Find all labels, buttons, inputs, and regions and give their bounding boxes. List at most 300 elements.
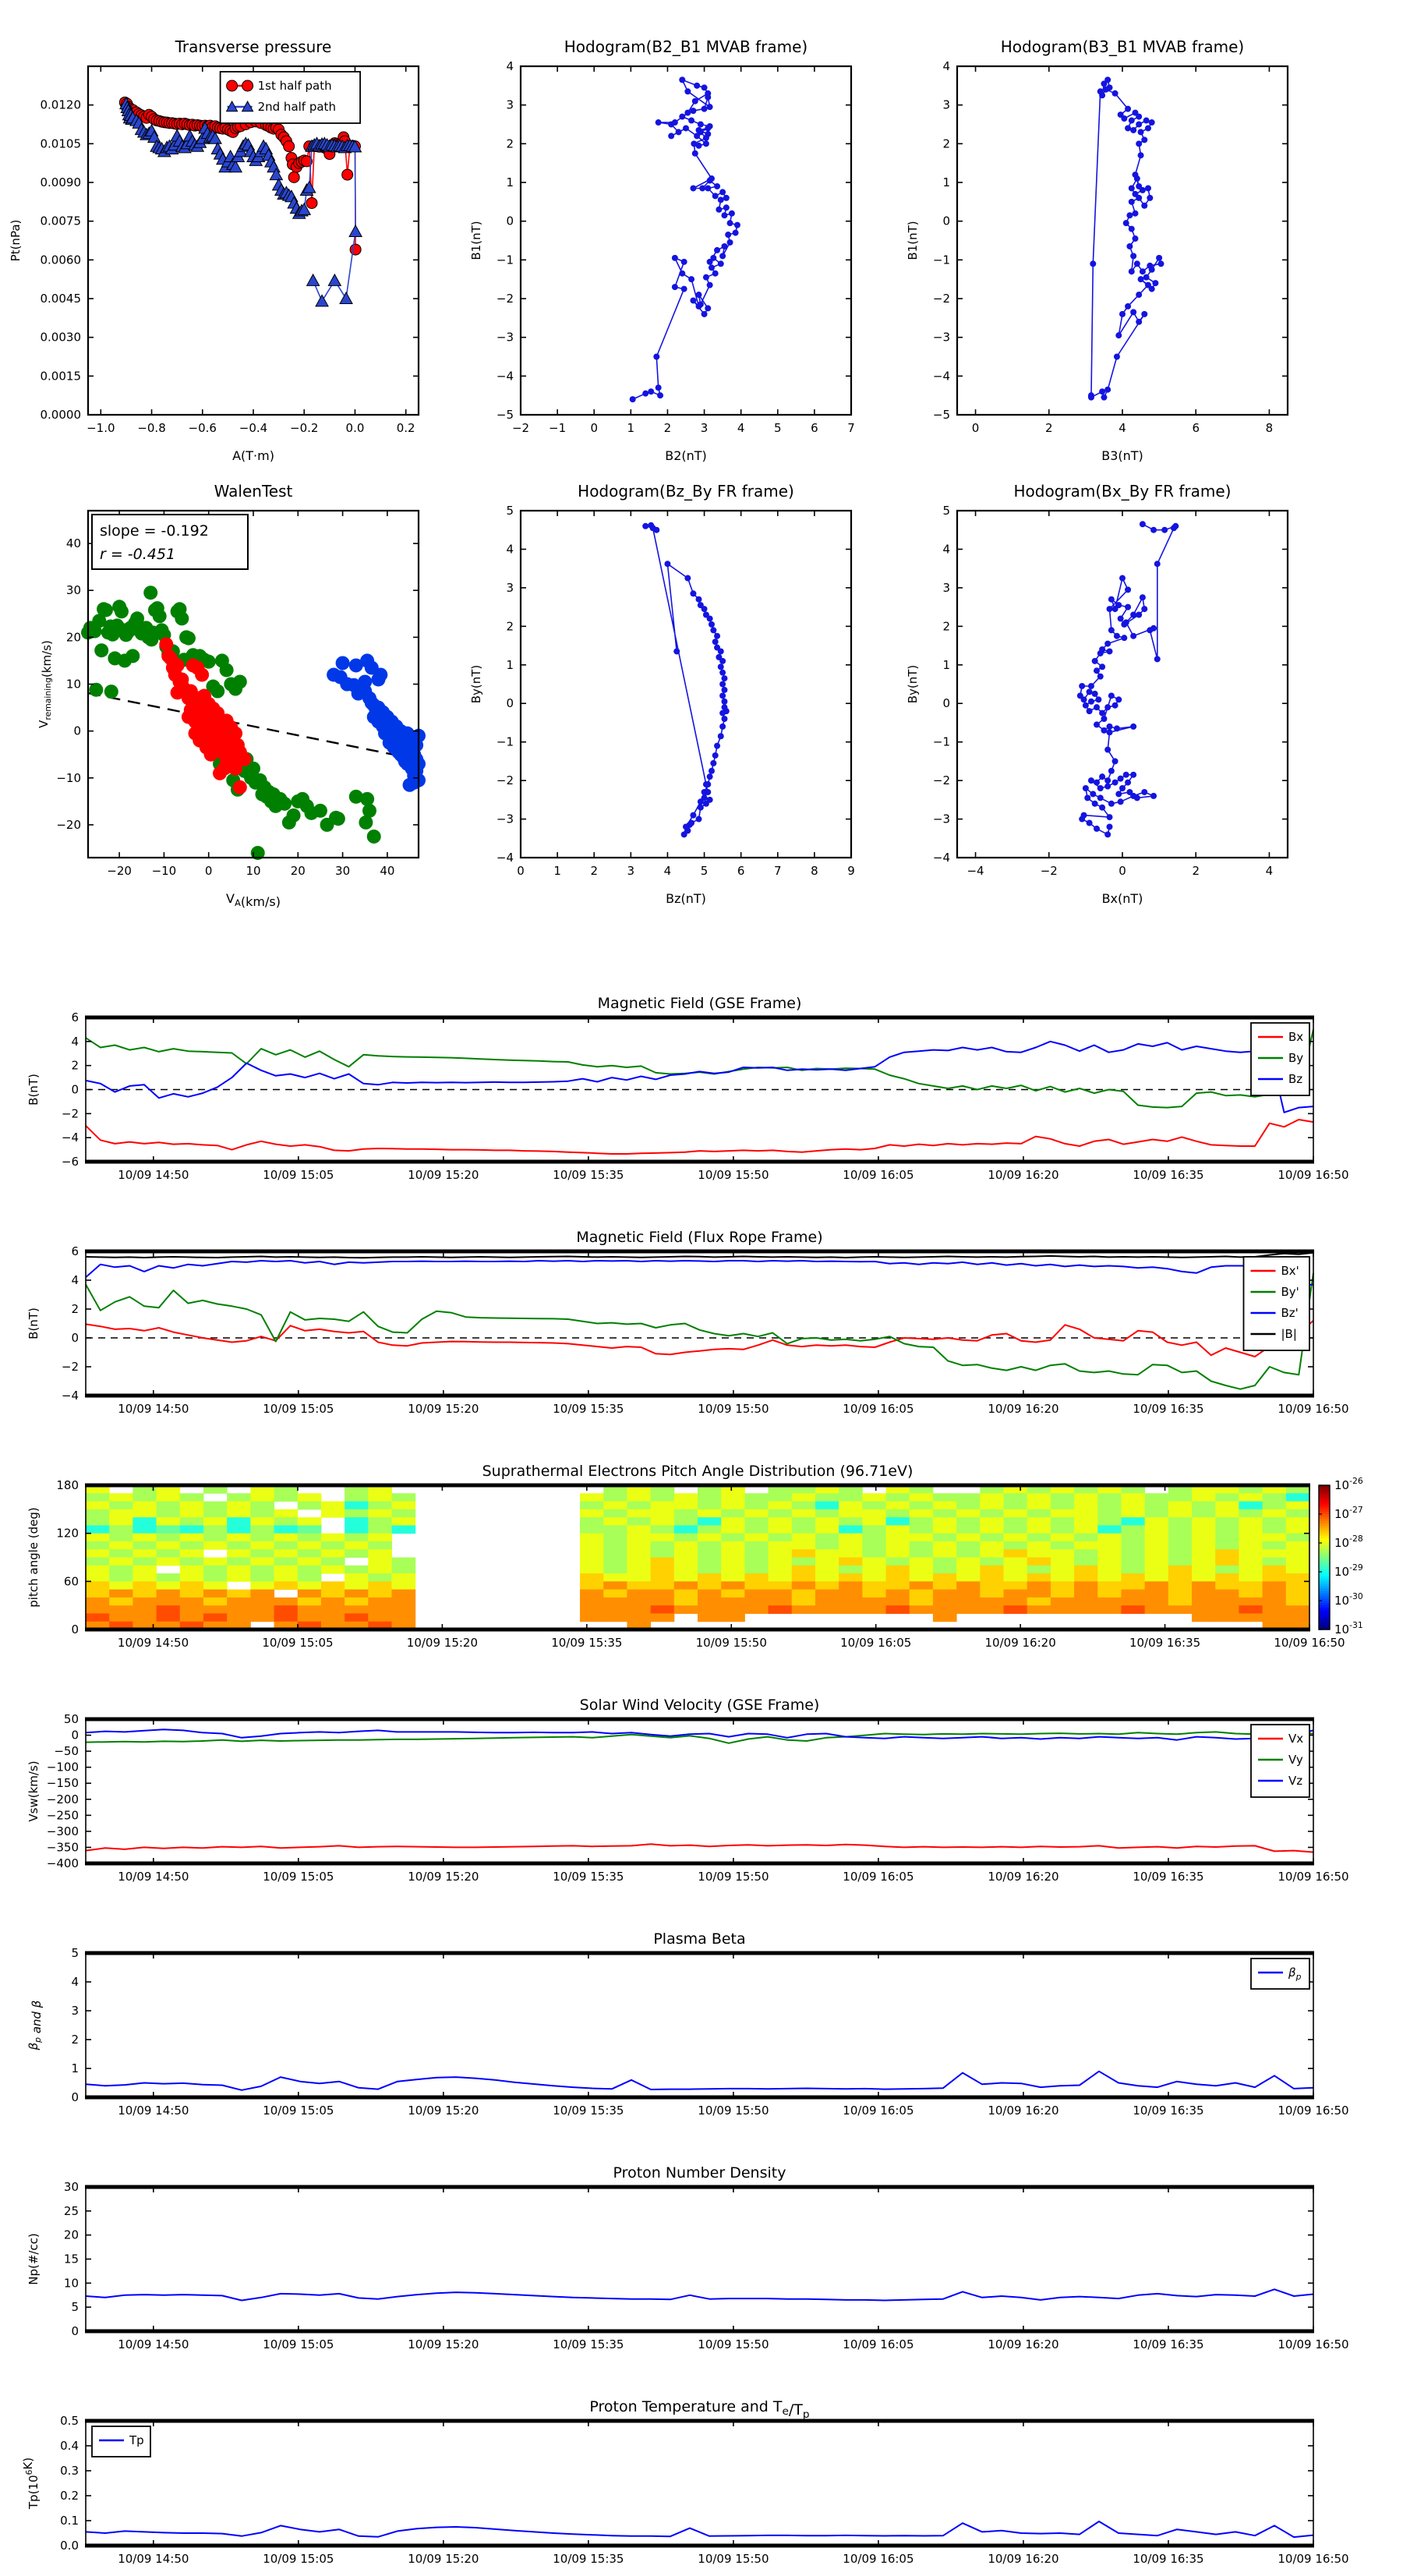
data-marker xyxy=(1112,606,1119,612)
x-tick-label: 2 xyxy=(1192,864,1200,878)
data-marker xyxy=(316,295,328,306)
data-marker xyxy=(705,781,711,787)
data-marker xyxy=(705,185,711,191)
x-tick-label: 0 xyxy=(204,864,213,878)
data-marker xyxy=(1097,785,1104,791)
x-tick-label: 10/09 15:05 xyxy=(263,1168,334,1182)
data-marker xyxy=(681,259,687,265)
y-tick-label: 0 xyxy=(71,1331,79,1345)
data-marker xyxy=(1143,118,1150,124)
legend xyxy=(221,72,361,123)
panel-mag-gse xyxy=(27,995,1349,1182)
data-marker xyxy=(657,392,663,398)
data-marker xyxy=(714,633,720,639)
y-tick-label: 0.3 xyxy=(60,2464,79,2478)
data-marker xyxy=(1145,125,1151,131)
panel-transverse-pressure xyxy=(9,37,419,463)
x-tick-label: 10/09 16:35 xyxy=(1133,2552,1204,2566)
data-marker xyxy=(727,239,733,246)
data-marker xyxy=(340,292,352,304)
x-tick-label: 10/09 16:20 xyxy=(988,1402,1059,1416)
data-marker xyxy=(650,525,656,531)
chart-title: Hodogram(Bx_By FR frame) xyxy=(1013,482,1232,501)
panel-tp xyxy=(21,2398,1349,2566)
data-marker xyxy=(1114,633,1120,639)
y-tick-label: 4 xyxy=(506,542,514,557)
data-marker xyxy=(707,104,713,110)
x-tick-label: 10/09 15:50 xyxy=(698,1168,769,1182)
legend xyxy=(1251,1023,1309,1095)
y-tick-label: −4 xyxy=(932,851,950,865)
data-marker xyxy=(712,193,719,199)
data-marker xyxy=(684,110,691,116)
y-tick-label: 1 xyxy=(942,175,950,189)
x-tick-label: 4 xyxy=(1265,864,1274,878)
data-marker xyxy=(171,658,185,672)
y-tick-label: −1 xyxy=(496,734,514,749)
data-marker xyxy=(690,812,696,819)
data-marker xyxy=(1125,106,1131,112)
data-marker xyxy=(721,212,727,218)
x-tick-label: 8 xyxy=(1265,421,1274,435)
data-marker xyxy=(1095,696,1101,702)
data-marker xyxy=(719,189,726,195)
x-tick-label: −2 xyxy=(511,421,530,435)
y-tick-label: 30 xyxy=(63,2180,79,2194)
y-axis-label: By(nT) xyxy=(906,664,920,704)
x-axis-label: A(T·m) xyxy=(232,448,274,463)
data-marker xyxy=(668,122,674,128)
data-marker xyxy=(712,752,719,759)
data-marker xyxy=(699,185,705,191)
data-marker xyxy=(723,204,730,211)
data-marker xyxy=(367,830,381,844)
data-marker xyxy=(175,611,189,625)
x-tick-label: −4 xyxy=(967,864,984,878)
y-tick-label: 0.0 xyxy=(60,2539,79,2553)
x-tick-label: 10/09 16:05 xyxy=(843,1168,914,1182)
y-axis-label: B1(nT) xyxy=(469,221,483,260)
y-tick-label: 2 xyxy=(942,619,950,634)
data-marker xyxy=(1118,111,1124,118)
data-marker xyxy=(1145,185,1151,191)
data-marker xyxy=(630,396,636,402)
data-marker xyxy=(719,670,726,676)
y-tick-label: 3 xyxy=(942,97,950,112)
data-marker xyxy=(153,609,167,623)
y-tick-label: 0.1 xyxy=(60,2514,79,2528)
data-marker xyxy=(642,391,648,397)
x-tick-label: 1 xyxy=(627,421,635,435)
data-marker xyxy=(714,645,720,651)
data-marker xyxy=(287,809,301,823)
chart-title: Plasma Beta xyxy=(653,1930,746,1948)
y-tick-label: 4 xyxy=(71,1975,79,1989)
data-marker xyxy=(698,805,704,811)
x-tick-label: −1 xyxy=(549,421,567,435)
x-tick-label: 10/09 16:50 xyxy=(1278,1168,1349,1182)
y-tick-label: 3 xyxy=(942,580,950,595)
data-marker xyxy=(1101,395,1107,401)
data-marker xyxy=(1088,683,1094,689)
legend xyxy=(1244,1257,1310,1350)
data-marker xyxy=(703,274,709,281)
y-tick-label: −200 xyxy=(46,1792,79,1806)
data-marker xyxy=(702,106,708,112)
data-marker xyxy=(1140,594,1146,600)
y-tick-label: −3 xyxy=(496,812,514,826)
data-marker xyxy=(360,792,374,806)
x-tick-label: 10/09 16:50 xyxy=(1278,2337,1349,2351)
data-marker xyxy=(1126,243,1133,249)
data-marker xyxy=(698,798,704,805)
data-marker xyxy=(242,80,253,91)
y-tick-label: 50 xyxy=(63,1712,79,1726)
data-marker xyxy=(1087,820,1093,826)
data-marker xyxy=(1084,794,1090,801)
data-marker xyxy=(1108,768,1115,774)
x-tick-label: 10/09 16:50 xyxy=(1278,2552,1349,2566)
x-tick-label: 2 xyxy=(663,421,672,435)
x-tick-label: 6 xyxy=(1192,421,1200,435)
data-marker xyxy=(734,222,740,228)
y-tick-label: −50 xyxy=(54,1744,79,1759)
x-tick-label: 10/09 15:20 xyxy=(406,1636,479,1650)
data-marker xyxy=(698,301,704,307)
series-Vx xyxy=(86,1844,1313,1852)
y-tick-label: 0 xyxy=(71,2324,79,2338)
data-marker xyxy=(1136,183,1142,189)
y-tick-label: 15 xyxy=(63,2252,79,2266)
data-marker xyxy=(690,590,696,596)
x-tick-label: 10/09 15:05 xyxy=(263,2552,334,2566)
data-marker xyxy=(719,692,726,699)
x-tick-label: 4 xyxy=(737,421,745,435)
y-tick-label: −2 xyxy=(61,1360,79,1374)
y-tick-label: 0.5 xyxy=(60,2414,79,2428)
y-tick-label: 0 xyxy=(71,1082,79,1097)
data-marker xyxy=(729,211,735,217)
x-tick-label: 7 xyxy=(847,421,855,435)
data-marker xyxy=(125,649,140,663)
x-tick-label: 10 xyxy=(246,864,261,878)
data-marker xyxy=(695,143,702,149)
y-tick-label: 30 xyxy=(65,583,81,598)
x-tick-label: 10/09 16:50 xyxy=(1278,2104,1349,2118)
data-marker xyxy=(1099,388,1105,395)
data-marker xyxy=(313,804,327,818)
data-marker xyxy=(1156,255,1162,261)
data-marker xyxy=(1130,127,1136,133)
y-tick-label: −4 xyxy=(61,1389,79,1403)
data-marker xyxy=(684,575,691,582)
colorbar xyxy=(1319,1476,1363,1637)
x-tick-label: 10/09 16:05 xyxy=(840,1636,912,1650)
data-marker xyxy=(1097,650,1104,656)
data-marker xyxy=(694,83,700,89)
data-marker xyxy=(1141,311,1147,317)
y-tick-label: 6 xyxy=(71,1244,79,1258)
data-marker xyxy=(673,648,680,654)
x-tick-label: 10/09 15:50 xyxy=(698,2552,769,2566)
data-marker xyxy=(702,311,708,317)
data-marker xyxy=(1115,332,1122,338)
y-tick-label: −2 xyxy=(496,773,514,788)
series-Vz xyxy=(86,1729,1313,1740)
y-tick-label: 3 xyxy=(506,580,514,595)
series-|B| xyxy=(86,1253,1313,1258)
legend xyxy=(92,2426,150,2457)
x-tick-label: 10/09 16:35 xyxy=(1129,1636,1201,1650)
x-tick-label: 10/09 16:35 xyxy=(1133,2104,1204,2118)
data-marker xyxy=(721,243,727,249)
y-axis-label: Pt(nPa) xyxy=(9,219,23,262)
x-tick-label: 10/09 15:50 xyxy=(698,1402,769,1416)
data-marker xyxy=(1157,260,1164,267)
data-marker xyxy=(1119,785,1126,791)
x-tick-label: 10/09 15:20 xyxy=(408,2552,479,2566)
x-tick-label: 10/09 14:50 xyxy=(118,2337,189,2351)
data-marker xyxy=(727,220,733,226)
data-marker xyxy=(1121,635,1127,641)
data-marker xyxy=(1112,702,1119,709)
data-marker xyxy=(653,354,659,360)
data-marker xyxy=(1140,521,1146,527)
data-marker xyxy=(159,637,173,651)
data-marker xyxy=(1147,195,1153,201)
data-marker xyxy=(1108,801,1115,807)
y-axis-label: $V_{remaining}(km/s)$ xyxy=(37,640,54,728)
x-tick-label: 5 xyxy=(774,421,782,435)
data-marker xyxy=(683,823,689,830)
chart-title: Proton Number Density xyxy=(613,2164,786,2181)
y-tick-label: 0.2 xyxy=(60,2489,79,2503)
x-tick-label: 10/09 15:05 xyxy=(263,1402,334,1416)
data-marker xyxy=(1115,696,1122,702)
data-marker xyxy=(1099,663,1105,670)
data-marker xyxy=(705,305,711,311)
x-tick-label: 10/09 16:35 xyxy=(1133,2337,1204,2351)
data-marker xyxy=(1126,212,1133,218)
y-tick-label: 20 xyxy=(65,630,81,645)
x-tick-label: −10 xyxy=(151,864,177,878)
y-tick-label: 25 xyxy=(63,2203,79,2218)
y-tick-label: −4 xyxy=(496,369,514,384)
x-tick-label: 10/09 16:50 xyxy=(1278,1870,1349,1884)
data-marker xyxy=(1150,793,1157,799)
legend-label: Bz xyxy=(1288,1072,1303,1086)
data-marker xyxy=(1079,816,1085,823)
y-tick-label: −4 xyxy=(932,369,950,384)
data-marker xyxy=(721,699,727,705)
data-marker xyxy=(695,816,702,823)
data-marker xyxy=(1094,780,1100,786)
x-tick-label: 0 xyxy=(1119,864,1126,878)
series-beta_p xyxy=(86,2072,1313,2090)
axes-frame xyxy=(86,2187,1313,2331)
data-marker xyxy=(1094,826,1100,832)
y-tick-label: 10 xyxy=(65,677,81,692)
data-marker xyxy=(698,602,704,608)
data-marker xyxy=(1141,136,1147,143)
data-marker xyxy=(679,76,685,83)
data-marker xyxy=(1097,674,1104,680)
x-tick-label: 10/09 15:05 xyxy=(263,2104,334,2118)
data-marker xyxy=(679,114,685,120)
series-By xyxy=(86,1029,1313,1107)
x-tick-label: 10/09 16:05 xyxy=(843,2552,914,2566)
x-tick-label: 10/09 16:20 xyxy=(988,2104,1059,2118)
data-marker xyxy=(1149,119,1155,126)
legend-label: Vy xyxy=(1288,1753,1303,1767)
y-tick-label: 5 xyxy=(942,504,950,518)
data-marker xyxy=(1136,122,1142,128)
colorbar-tick-label: $10^{-26}$ xyxy=(1334,1476,1363,1492)
chart-title: Solar Wind Velocity (GSE Frame) xyxy=(579,1697,820,1714)
y-tick-label: 0.0000 xyxy=(40,408,81,422)
y-tick-label: −300 xyxy=(46,1824,79,1838)
data-marker xyxy=(1104,641,1111,647)
y-tick-label: −3 xyxy=(496,330,514,345)
data-marker xyxy=(1143,274,1150,281)
x-tick-label: 10/09 16:05 xyxy=(843,1870,914,1884)
data-marker xyxy=(1147,263,1153,269)
data-marker xyxy=(1125,780,1131,786)
data-marker xyxy=(350,244,361,255)
y-tick-label: 0.0075 xyxy=(40,214,81,228)
data-marker xyxy=(709,175,715,182)
y-tick-label: −4 xyxy=(61,1131,79,1145)
data-marker xyxy=(1104,704,1111,710)
data-marker xyxy=(1132,110,1138,116)
annotation-line: r = -0.451 xyxy=(100,546,176,563)
axes-frame xyxy=(86,2421,1313,2546)
data-marker xyxy=(707,773,713,780)
x-tick-label: 10/09 16:50 xyxy=(1274,1636,1345,1650)
x-tick-label: 0 xyxy=(971,421,980,435)
y-tick-label: 0.0030 xyxy=(40,330,81,345)
x-tick-label: 9 xyxy=(847,864,855,878)
x-axis-label: B2(nT) xyxy=(665,448,707,463)
data-marker xyxy=(648,388,654,395)
y-tick-label: 4 xyxy=(71,1273,79,1287)
data-marker xyxy=(656,384,662,391)
data-marker xyxy=(1138,276,1144,282)
data-marker xyxy=(1118,798,1124,805)
data-marker xyxy=(714,247,720,253)
x-tick-label: 10/09 14:50 xyxy=(118,1168,189,1182)
y-tick-label: 40 xyxy=(65,536,81,551)
data-marker xyxy=(182,632,196,646)
data-marker xyxy=(1171,525,1177,531)
x-tick-label: 10/09 15:35 xyxy=(553,1402,624,1416)
y-tick-label: 5 xyxy=(506,504,514,518)
data-marker xyxy=(306,197,317,208)
y-tick-label: 0.0045 xyxy=(40,292,81,306)
legend-label: $\beta_p$ xyxy=(1288,1966,1302,1982)
chart-title: Magnetic Field (GSE Frame) xyxy=(597,995,802,1012)
x-tick-label: −0.2 xyxy=(290,421,319,435)
data-marker xyxy=(694,133,700,139)
data-marker xyxy=(1107,84,1113,90)
x-tick-label: 10/09 16:20 xyxy=(984,1636,1056,1650)
chart-title: Hodogram(Bz_By FR frame) xyxy=(578,482,794,501)
colorbar-tick-label: $10^{-29}$ xyxy=(1334,1562,1363,1579)
y-tick-label: −1 xyxy=(496,253,514,267)
y-axis-label: B(nT) xyxy=(27,1074,41,1106)
y-tick-label: −2 xyxy=(932,292,950,306)
colorbar-tick-label: $10^{-30}$ xyxy=(1334,1591,1363,1608)
y-tick-label: −6 xyxy=(61,1155,79,1169)
y-tick-label: 6 xyxy=(71,1010,79,1024)
data-marker xyxy=(1129,226,1135,232)
data-marker xyxy=(684,88,691,94)
y-tick-label: 0.4 xyxy=(60,2439,79,2453)
x-tick-label: 0 xyxy=(517,864,525,878)
x-tick-label: 10/09 15:05 xyxy=(263,1870,334,1884)
data-marker xyxy=(723,195,730,201)
data-marker xyxy=(695,127,702,133)
legend-label: Bz' xyxy=(1281,1306,1299,1320)
data-marker xyxy=(1099,805,1105,811)
y-tick-label: 0 xyxy=(506,696,514,711)
series-Bz' xyxy=(86,1261,1313,1286)
data-marker xyxy=(1121,621,1127,628)
x-tick-label: 2 xyxy=(1045,421,1053,435)
y-tick-label: −150 xyxy=(46,1776,79,1791)
y-tick-label: 0.0105 xyxy=(40,136,81,151)
data-marker xyxy=(401,757,415,771)
y-tick-label: 2 xyxy=(506,136,514,151)
panel-mag-fr xyxy=(27,1229,1349,1416)
data-marker xyxy=(220,663,234,677)
data-marker xyxy=(1119,311,1126,317)
data-marker xyxy=(721,687,727,693)
x-tick-label: 0 xyxy=(590,421,598,435)
y-tick-label: −350 xyxy=(46,1840,79,1855)
y-tick-label: −5 xyxy=(932,408,950,422)
series-Np xyxy=(86,2289,1313,2300)
colorbar-tick-label: $10^{-31}$ xyxy=(1334,1620,1363,1637)
data-marker xyxy=(1123,772,1129,778)
data-marker xyxy=(1099,710,1105,717)
x-tick-label: 10/09 16:05 xyxy=(843,2337,914,2351)
data-marker xyxy=(1104,76,1111,83)
y-tick-label: 0.0120 xyxy=(40,97,81,112)
data-marker xyxy=(328,274,341,286)
data-marker xyxy=(1092,691,1098,697)
data-marker xyxy=(1083,785,1089,791)
series-Bx_By xyxy=(1080,524,1176,834)
x-tick-label: 10/09 14:50 xyxy=(118,1870,189,1884)
x-tick-label: 10/09 15:05 xyxy=(262,1636,334,1650)
data-marker xyxy=(1141,789,1147,795)
data-marker xyxy=(373,667,387,681)
data-marker xyxy=(1101,727,1107,734)
y-tick-label: 3 xyxy=(71,2004,79,2018)
data-marker xyxy=(1119,575,1126,582)
data-marker xyxy=(1094,667,1100,674)
data-marker xyxy=(1136,319,1142,325)
x-axis-label: $V_A(km/s)$ xyxy=(226,891,281,909)
data-marker xyxy=(331,812,345,826)
legend-label: Bx' xyxy=(1281,1264,1299,1278)
y-tick-label: 5 xyxy=(71,2300,79,2315)
chart-title: Hodogram(B3_B1 MVAB frame) xyxy=(1000,37,1245,56)
y-tick-label: −10 xyxy=(56,770,81,785)
y-tick-label: 4 xyxy=(71,1034,79,1049)
data-marker xyxy=(1132,235,1138,242)
